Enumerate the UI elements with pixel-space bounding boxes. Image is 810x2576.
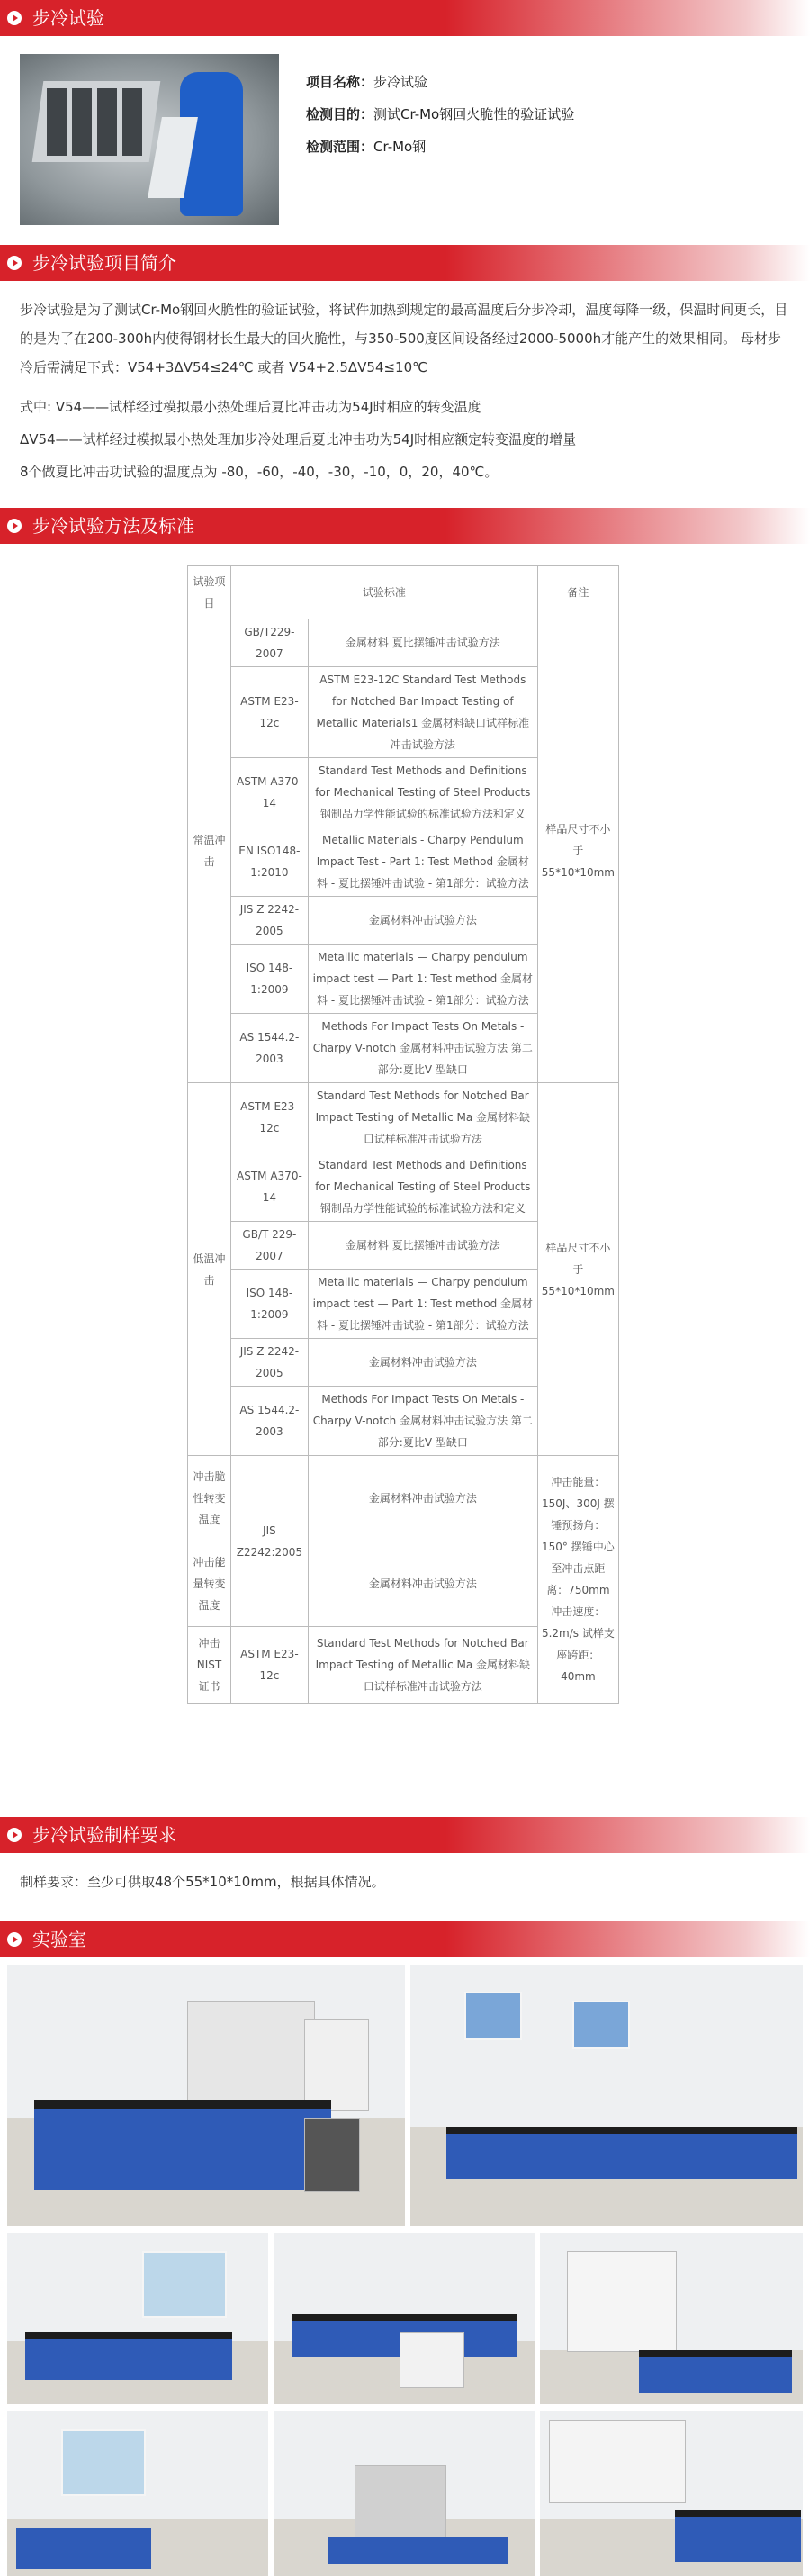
std-cell: 金属材料冲击试验方法 xyxy=(308,1456,537,1541)
code-cell: ASTM E23-12c xyxy=(230,1627,308,1704)
play-bullet-icon xyxy=(7,11,22,25)
std-cell: Metallic materials — Charpy pendulum impact test — Part 1: Test method 金属材料 - 夏比摆锤冲击试验 - 第1部分：试验方法 xyxy=(308,945,537,1014)
section-header-lab xyxy=(0,1921,810,1957)
code-cell: ASTM A370-14 xyxy=(230,758,308,827)
section-title: 步冷试验项目简介 xyxy=(32,252,176,274)
std-cell: Metallic Materials - Charpy Pendulum Impact Test - Part 1: Test Method 金属材料 - 夏比摆锤冲击试验 - 第1部分：试验方法 xyxy=(308,827,537,897)
std-cell: ASTM E23-12C Standard Test Methods for Notched Bar Impact Testing of Metallic Materials1 金属材料缺口试样标准冲击试验方法 xyxy=(308,667,537,758)
item-cell: 冲击脆性转变温度 xyxy=(188,1456,231,1541)
code-cell: AS 1544.2-2003 xyxy=(230,1014,308,1083)
item-cell: 冲击能量转变温度 xyxy=(188,1541,231,1627)
std-cell: 金属材料冲击试验方法 xyxy=(308,897,537,945)
code-cell: ASTM E23-12c xyxy=(230,667,308,758)
std-cell: 金属材料 夏比摆锤冲击试验方法 xyxy=(308,619,537,667)
section-title: 实验室 xyxy=(32,1929,86,1950)
project-purpose-label: 检测目的： xyxy=(306,106,374,122)
table-header-row xyxy=(188,566,619,619)
project-scope-value: Cr-Mo钢 xyxy=(374,139,427,155)
code-cell: JIS Z2242:2005 xyxy=(230,1456,308,1627)
intro-paragraph-4: 8个做夏比冲击功试验的温度点为 -80，-60，-40，-30，-10，0，20，40℃。 xyxy=(20,464,499,480)
code-cell: GB/T229-2007 xyxy=(230,619,308,667)
item-cell: 常温冲击 xyxy=(188,619,231,1083)
note-cell: 冲击能量：150J、300J 摆锤预扬角：150° 摆锤中心至冲击点距离：750mm 冲击速度：5.2m/s 试样支座跨距：40mm xyxy=(537,1456,618,1704)
play-bullet-icon xyxy=(7,1932,22,1947)
project-name-label: 项目名称： xyxy=(306,74,374,90)
header-cell: 试验项目 xyxy=(188,566,231,619)
section-header-test xyxy=(0,0,810,36)
lab-photo xyxy=(540,2233,803,2404)
play-bullet-icon xyxy=(7,519,22,533)
table-row xyxy=(188,1083,619,1152)
sample-photo xyxy=(20,54,279,225)
project-scope xyxy=(306,137,426,156)
table-row xyxy=(188,1456,619,1541)
intro-paragraph-3: ΔV54——试样经过模拟最小热处理加步冷处理后夏比冲击功为54J时相应额定转变温度的增量 xyxy=(20,431,577,447)
std-cell: Standard Test Methods and Definitions for Mechanical Testing of Steel Products 钢制品力学性能试验的标准试验方法和定义 xyxy=(308,758,537,827)
std-cell: Standard Test Methods for Notched Bar Impact Testing of Metallic Ma 金属材料缺口试样标准冲击试验方法 xyxy=(308,1627,537,1704)
code-cell: ISO 148-1:2009 xyxy=(230,945,308,1014)
lab-photo xyxy=(274,2411,535,2576)
code-cell: AS 1544.2-2003 xyxy=(230,1387,308,1456)
project-scope-label: 检测范围： xyxy=(306,139,374,155)
project-purpose-value: 测试Cr-Mo钢回火脆性的验证试验 xyxy=(374,106,575,122)
project-purpose xyxy=(306,104,574,123)
std-cell: Methods For Impact Tests On Metals - Charpy V-notch 金属材料冲击试验方法 第二部分:夏比V 型缺口 xyxy=(308,1014,537,1083)
code-cell: ASTM E23-12c xyxy=(230,1083,308,1152)
code-cell: JIS Z 2242-2005 xyxy=(230,897,308,945)
code-cell: GB/T 229-2007 xyxy=(230,1222,308,1270)
project-name-value: 步冷试验 xyxy=(374,74,428,90)
lab-photo xyxy=(274,2233,535,2404)
code-cell: EN ISO148-1:2010 xyxy=(230,827,308,897)
section-title: 步冷试验制样要求 xyxy=(32,1824,176,1846)
standards-table xyxy=(187,565,619,1704)
std-cell: Standard Test Methods and Definitions for Mechanical Testing of Steel Products 钢制品力学性能试验的标准试验方法和定义 xyxy=(308,1152,537,1222)
note-cell: 样品尺寸不小于55*10*10mm xyxy=(537,1083,618,1456)
section-header-intro xyxy=(0,245,810,281)
section-header-methods xyxy=(0,508,810,544)
intro-paragraph-2: 式中: V54——试样经过模拟最小热处理后夏比冲击功为54J时相应的转变温度 xyxy=(20,399,482,415)
item-cell: 低温冲击 xyxy=(188,1083,231,1456)
std-cell: 金属材料冲击试验方法 xyxy=(308,1541,537,1627)
section-header-sample xyxy=(0,1817,810,1853)
code-cell: ISO 148-1:2009 xyxy=(230,1270,308,1339)
header-cell: 试验标准 xyxy=(230,566,537,619)
sample-requirement: 制样要求：至少可供取48个55*10*10mm，根据具体情况。 xyxy=(20,1874,385,1890)
note-cell: 样品尺寸不小于55*10*10mm xyxy=(537,619,618,1083)
table-row xyxy=(188,619,619,667)
std-cell: Standard Test Methods for Notched Bar Impact Testing of Metallic Ma 金属材料缺口试样标准冲击试验方法 xyxy=(308,1083,537,1152)
section-title: 步冷试验 xyxy=(32,7,104,29)
lab-photo xyxy=(540,2411,803,2576)
project-name xyxy=(306,72,428,91)
std-cell: 金属材料冲击试验方法 xyxy=(308,1339,537,1387)
lab-photo xyxy=(7,1965,405,2226)
std-cell: Methods For Impact Tests On Metals - Charpy V-notch 金属材料冲击试验方法 第二部分:夏比V 型缺口 xyxy=(308,1387,537,1456)
code-cell: JIS Z 2242-2005 xyxy=(230,1339,308,1387)
lab-photo xyxy=(410,1965,803,2226)
lab-photo xyxy=(7,2233,268,2404)
std-cell: 金属材料 夏比摆锤冲击试验方法 xyxy=(308,1222,537,1270)
section-title: 步冷试验方法及标准 xyxy=(32,515,194,537)
header-cell: 备注 xyxy=(537,566,618,619)
lab-photo xyxy=(7,2411,268,2576)
play-bullet-icon xyxy=(7,256,22,270)
code-cell: ASTM A370-14 xyxy=(230,1152,308,1222)
intro-paragraph-1: 步冷试验是为了测试Cr-Mo钢回火脆性的验证试验，将试件加热到规定的最高温度后分步冷却，温度每降一级，保温时间更长，目的是为了在200-300h内使得钢材长生最大的回火脆性，与350-500度区间设备经过2000-5000h才能产生的效果相同。 母材步冷后需满足下式：V54+3ΔV54≤24℃ 或者 V54+2.5ΔV54≤10℃ xyxy=(20,302,788,375)
item-cell: 冲击NIST 证书 xyxy=(188,1627,231,1704)
std-cell: Metallic materials — Charpy pendulum impact test — Part 1: Test method 金属材料 - 夏比摆锤冲击试验 - 第1部分：试验方法 xyxy=(308,1270,537,1339)
play-bullet-icon xyxy=(7,1828,22,1842)
